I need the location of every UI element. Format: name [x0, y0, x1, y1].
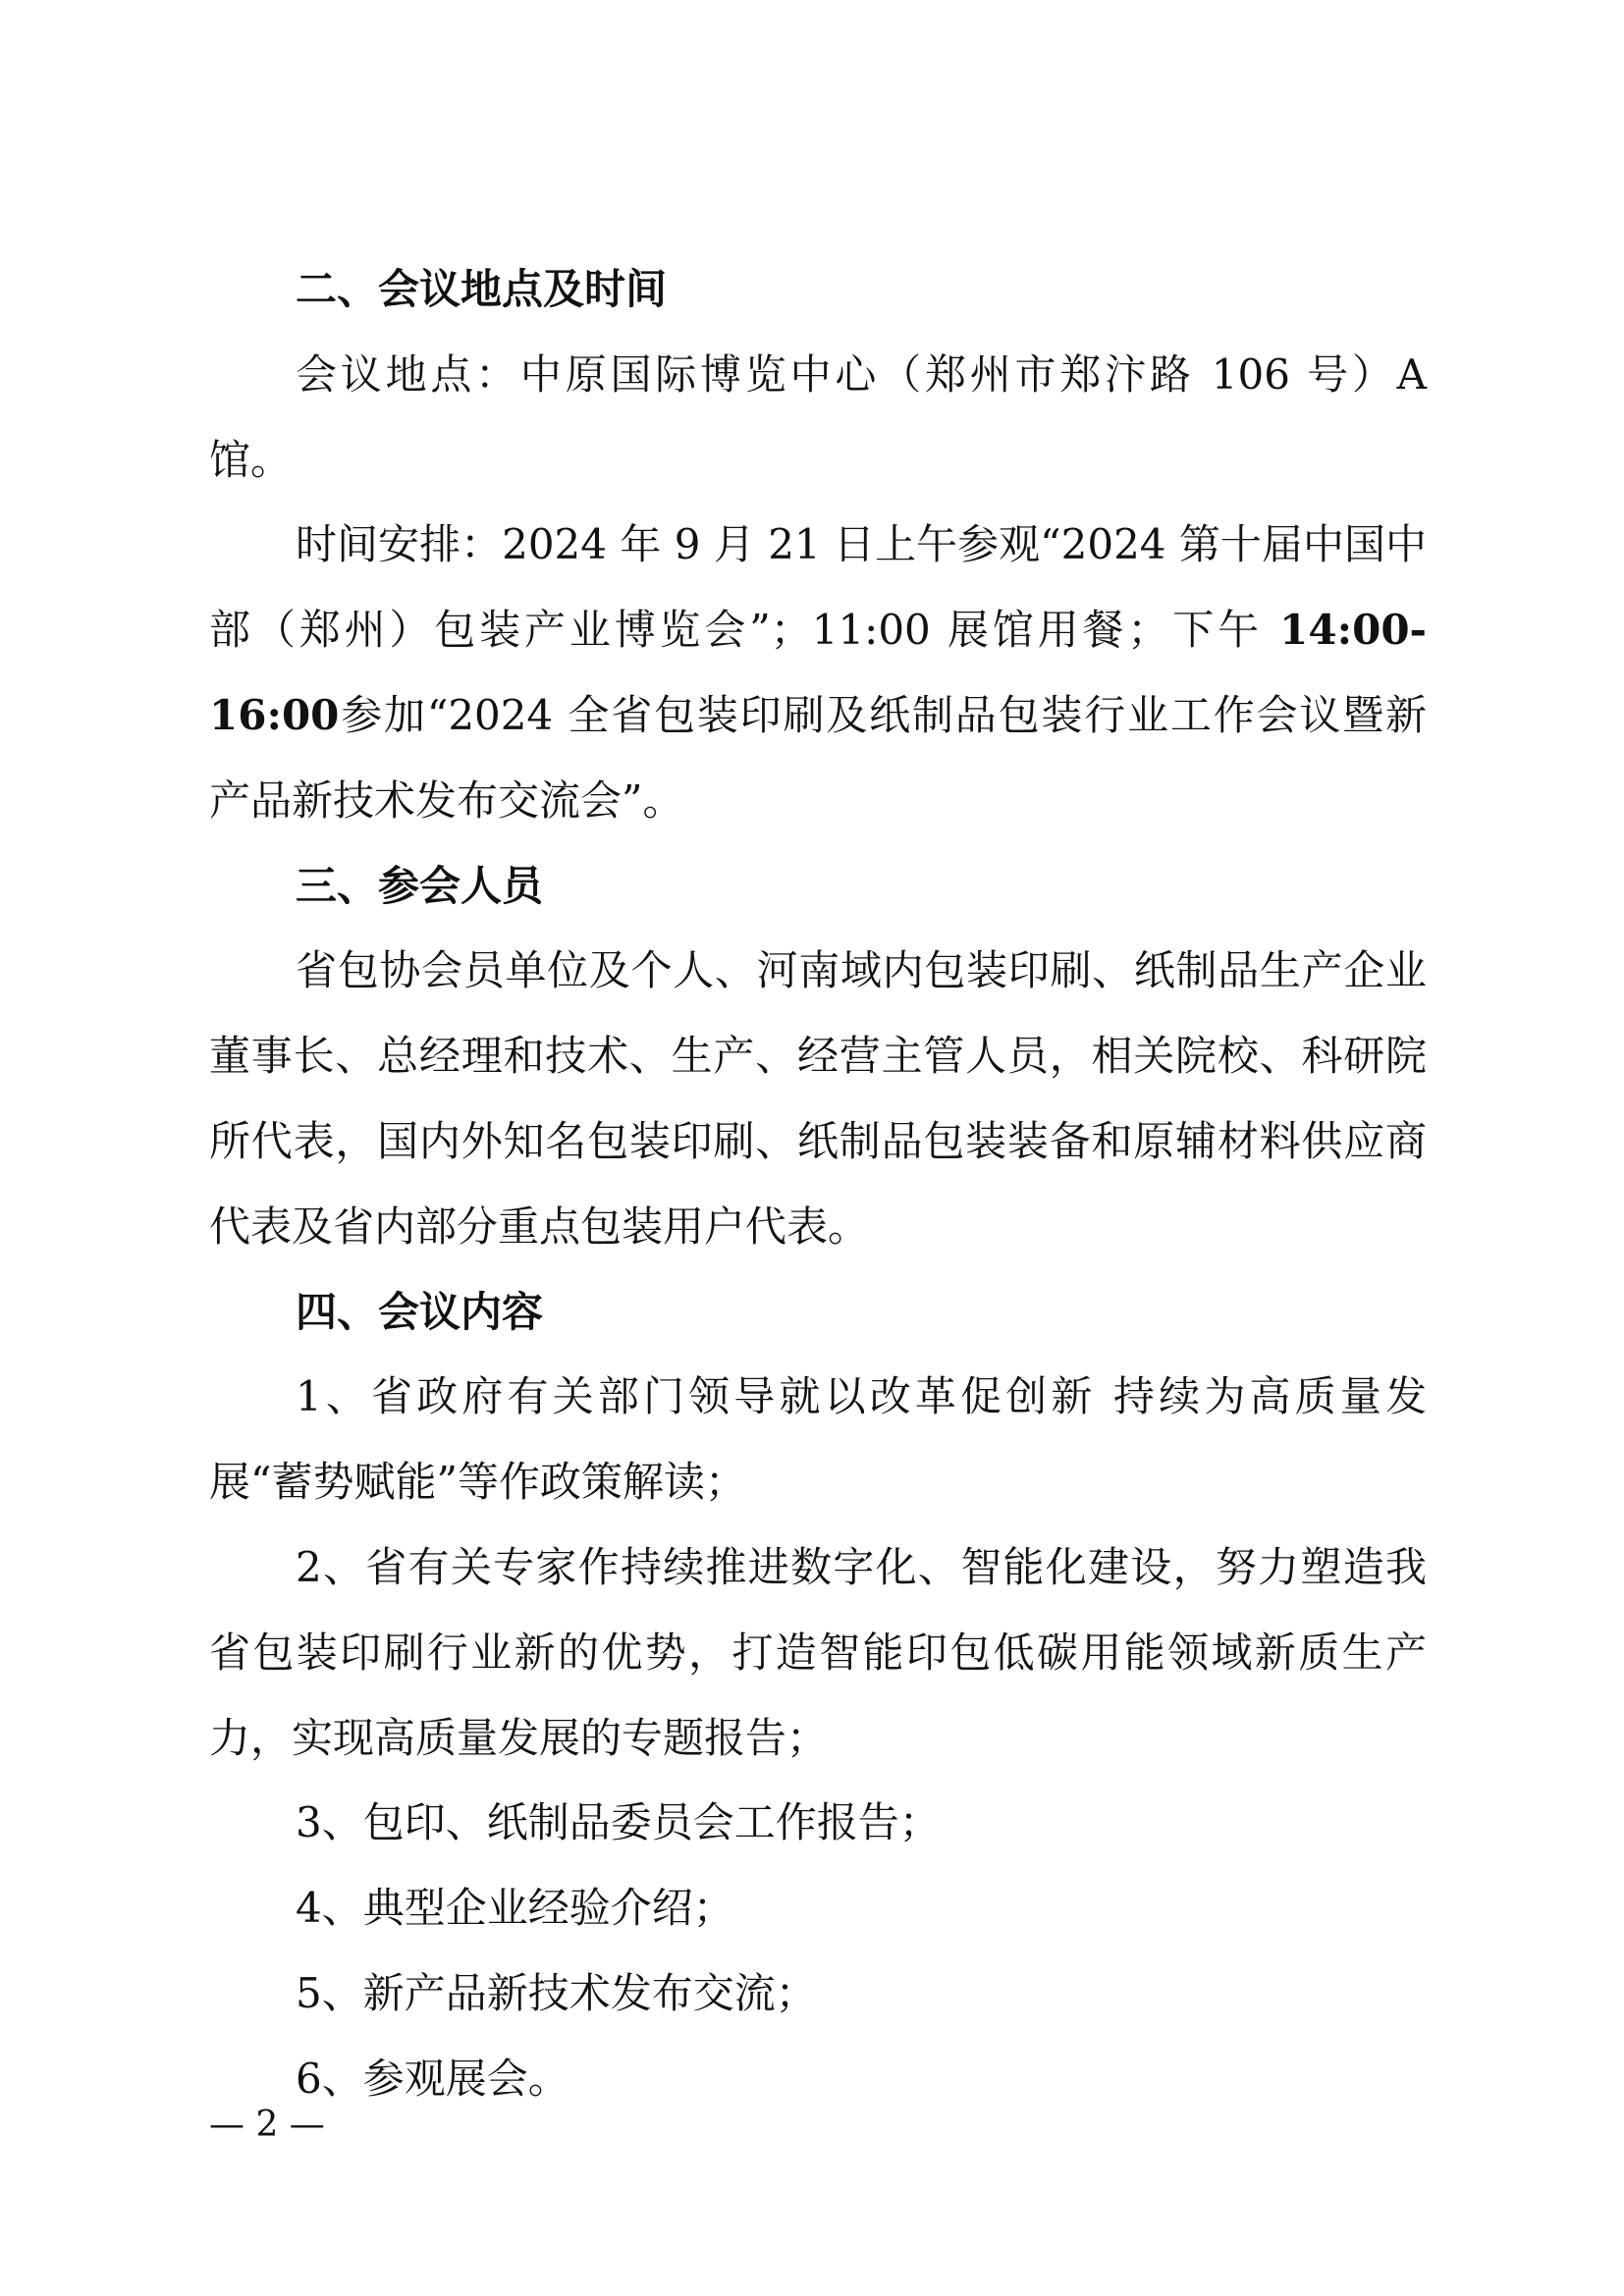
schedule-text-after: 参加“2024 全省包装印刷及纸制品包装行业工作会议暨新产品新技术发布交流会”。 [209, 690, 1427, 825]
content-item-5: 5、新产品新技术发布交流； [296, 1968, 817, 2017]
content-item-3: 3、包印、纸制品委员会工作报告； [296, 1798, 941, 1847]
section-heading-attendees: 三、参会人员 [296, 861, 544, 910]
schedule-paragraph [209, 503, 1427, 843]
content-item-4: 4、典型企业经验介绍； [296, 1884, 734, 1933]
page-number: — 2 — [209, 2105, 325, 2145]
schedule-text-before: 时间安排：2024 年 9 月 21 日上午参观“2024 第十届中国中部（郑州）包装产业博览会”；11:00 展馆用餐；下午 [209, 520, 1427, 655]
content-item-2: 2、省有关专家作持续推进数字化、智能化建设，努力塑造我省包装印刷行业新的优势，打造智能印包低碳用能领域新质生产力，实现高质量发展的专题报告； [209, 1542, 1427, 1762]
schedule-time-bold: 14:00-16:00 [209, 606, 1427, 739]
document-body [209, 247, 1427, 2122]
content-item-6: 6、参观展会。 [296, 2054, 569, 2103]
section-heading-venue-time: 二、会议地点及时间 [296, 265, 668, 313]
section-heading-content: 四、会议内容 [296, 1287, 544, 1336]
venue-paragraph: 会议地点：中原国际博览中心（郑州市郑汴路 106 号）A 馆。 [209, 349, 1427, 484]
attendees-paragraph: 省包协会员单位及个人、河南域内包装印刷、纸制品生产企业董事长、总经理和技术、生产、经营主管人员，相关院校、科研院所代表，国内外知名包装印刷、纸制品包装装备和原辅材料供应商代表及省内部分重点包装用户代表。 [209, 946, 1427, 1251]
content-item-1: 1、省政府有关部门领导就以改革促创新 持续为高质量发展“蓄势赋能”等作政策解读； [209, 1372, 1427, 1507]
